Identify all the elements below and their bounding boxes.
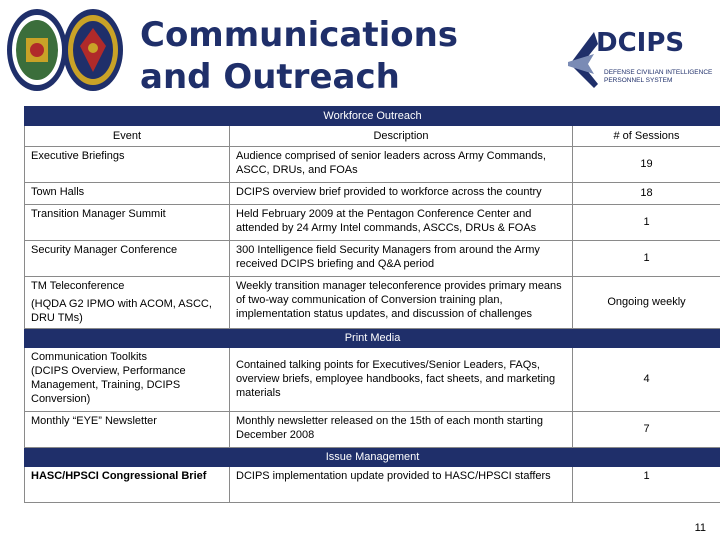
description-cell: Weekly transition manager teleconference provides primary means of two-way communication of Conversion training plan, implementation status updates, and discussion of challenges bbox=[230, 277, 573, 329]
event-cell bbox=[25, 348, 230, 412]
description-cell: DCIPS implementation update provided to HASC/HPSCI staffers bbox=[230, 467, 573, 503]
event-label: Communication Toolkits bbox=[31, 351, 147, 363]
page-title bbox=[140, 14, 540, 98]
sessions-cell: 7 bbox=[573, 412, 720, 448]
intel-seal-icon bbox=[62, 8, 124, 92]
header-sessions: # of Sessions bbox=[573, 126, 720, 147]
page-number: 11 bbox=[694, 522, 706, 534]
header-description: Description bbox=[230, 126, 573, 147]
event-cell: Executive Briefings bbox=[25, 147, 230, 183]
sessions-cell: Ongoing weekly bbox=[573, 277, 720, 329]
logo-name: DCIPS bbox=[596, 28, 685, 58]
sessions-cell: 1 bbox=[573, 467, 720, 503]
logo-subtitle bbox=[604, 69, 712, 85]
sessions-cell: 1 bbox=[573, 241, 720, 277]
description-cell: Monthly newsletter released on the 15th of each month starting December 2008 bbox=[230, 412, 573, 448]
description-cell: Audience comprised of senior leaders across Army Commands, ASCC, DRUs, and FOAs bbox=[230, 147, 573, 183]
section-title: Workforce Outreach bbox=[25, 107, 720, 126]
event-sublabel: (HQDA G2 IPMO with ACOM, ASCC, DRU TMs) bbox=[31, 298, 212, 324]
title-line-1: Communications bbox=[140, 15, 459, 55]
description-cell: 300 Intelligence field Security Managers from around the Army received DCIPS briefing and Q&A period bbox=[230, 241, 573, 277]
section-header-issue-management bbox=[25, 448, 720, 467]
event-cell: Security Manager Conference bbox=[25, 241, 230, 277]
event-label: TM Teleconference bbox=[31, 280, 125, 292]
event-sublabel: (DCIPS Overview, Performance Management, Training, DCIPS Conversion) bbox=[31, 365, 186, 405]
table-row bbox=[25, 467, 720, 503]
event-cell: HASC/HPSCI Congressional Brief bbox=[25, 467, 230, 503]
table-row bbox=[25, 183, 720, 205]
event-cell bbox=[25, 277, 230, 329]
event-cell: Transition Manager Summit bbox=[25, 205, 230, 241]
header-event: Event bbox=[25, 126, 230, 147]
table-row bbox=[25, 277, 720, 329]
sessions-cell: 18 bbox=[573, 183, 720, 205]
table-row bbox=[25, 147, 720, 183]
description-cell: DCIPS overview brief provided to workforce across the country bbox=[230, 183, 573, 205]
column-headers bbox=[25, 126, 720, 147]
table-row bbox=[25, 412, 720, 448]
logo-sub-line-1: DEFENSE CIVILIAN INTELLIGENCE bbox=[604, 69, 713, 76]
sessions-cell: 1 bbox=[573, 205, 720, 241]
outreach-table bbox=[24, 106, 720, 503]
section-header-workforce bbox=[25, 107, 720, 126]
section-header-print-media bbox=[25, 329, 720, 348]
event-cell: Town Halls bbox=[25, 183, 230, 205]
title-line-2: and Outreach bbox=[140, 57, 400, 97]
table-row bbox=[25, 241, 720, 277]
event-cell: Monthly “EYE” Newsletter bbox=[25, 412, 230, 448]
section-title: Issue Management bbox=[25, 448, 720, 467]
description-cell: Contained talking points for Executives/Senior Leaders, FAQs, overview briefs, employee handbooks, fact sheets, and marketing materials bbox=[230, 348, 573, 412]
sessions-cell: 4 bbox=[573, 348, 720, 412]
logo-sub-line-2: PERSONNEL SYSTEM bbox=[604, 77, 673, 84]
table-row bbox=[25, 205, 720, 241]
section-title: Print Media bbox=[25, 329, 720, 348]
army-seal-icon bbox=[6, 8, 68, 92]
table-row bbox=[25, 348, 720, 412]
sessions-cell: 19 bbox=[573, 147, 720, 183]
description-cell: Held February 2009 at the Pentagon Conference Center and attended by 24 Army Intel commands, ASCCs, DRUs & FOAs bbox=[230, 205, 573, 241]
